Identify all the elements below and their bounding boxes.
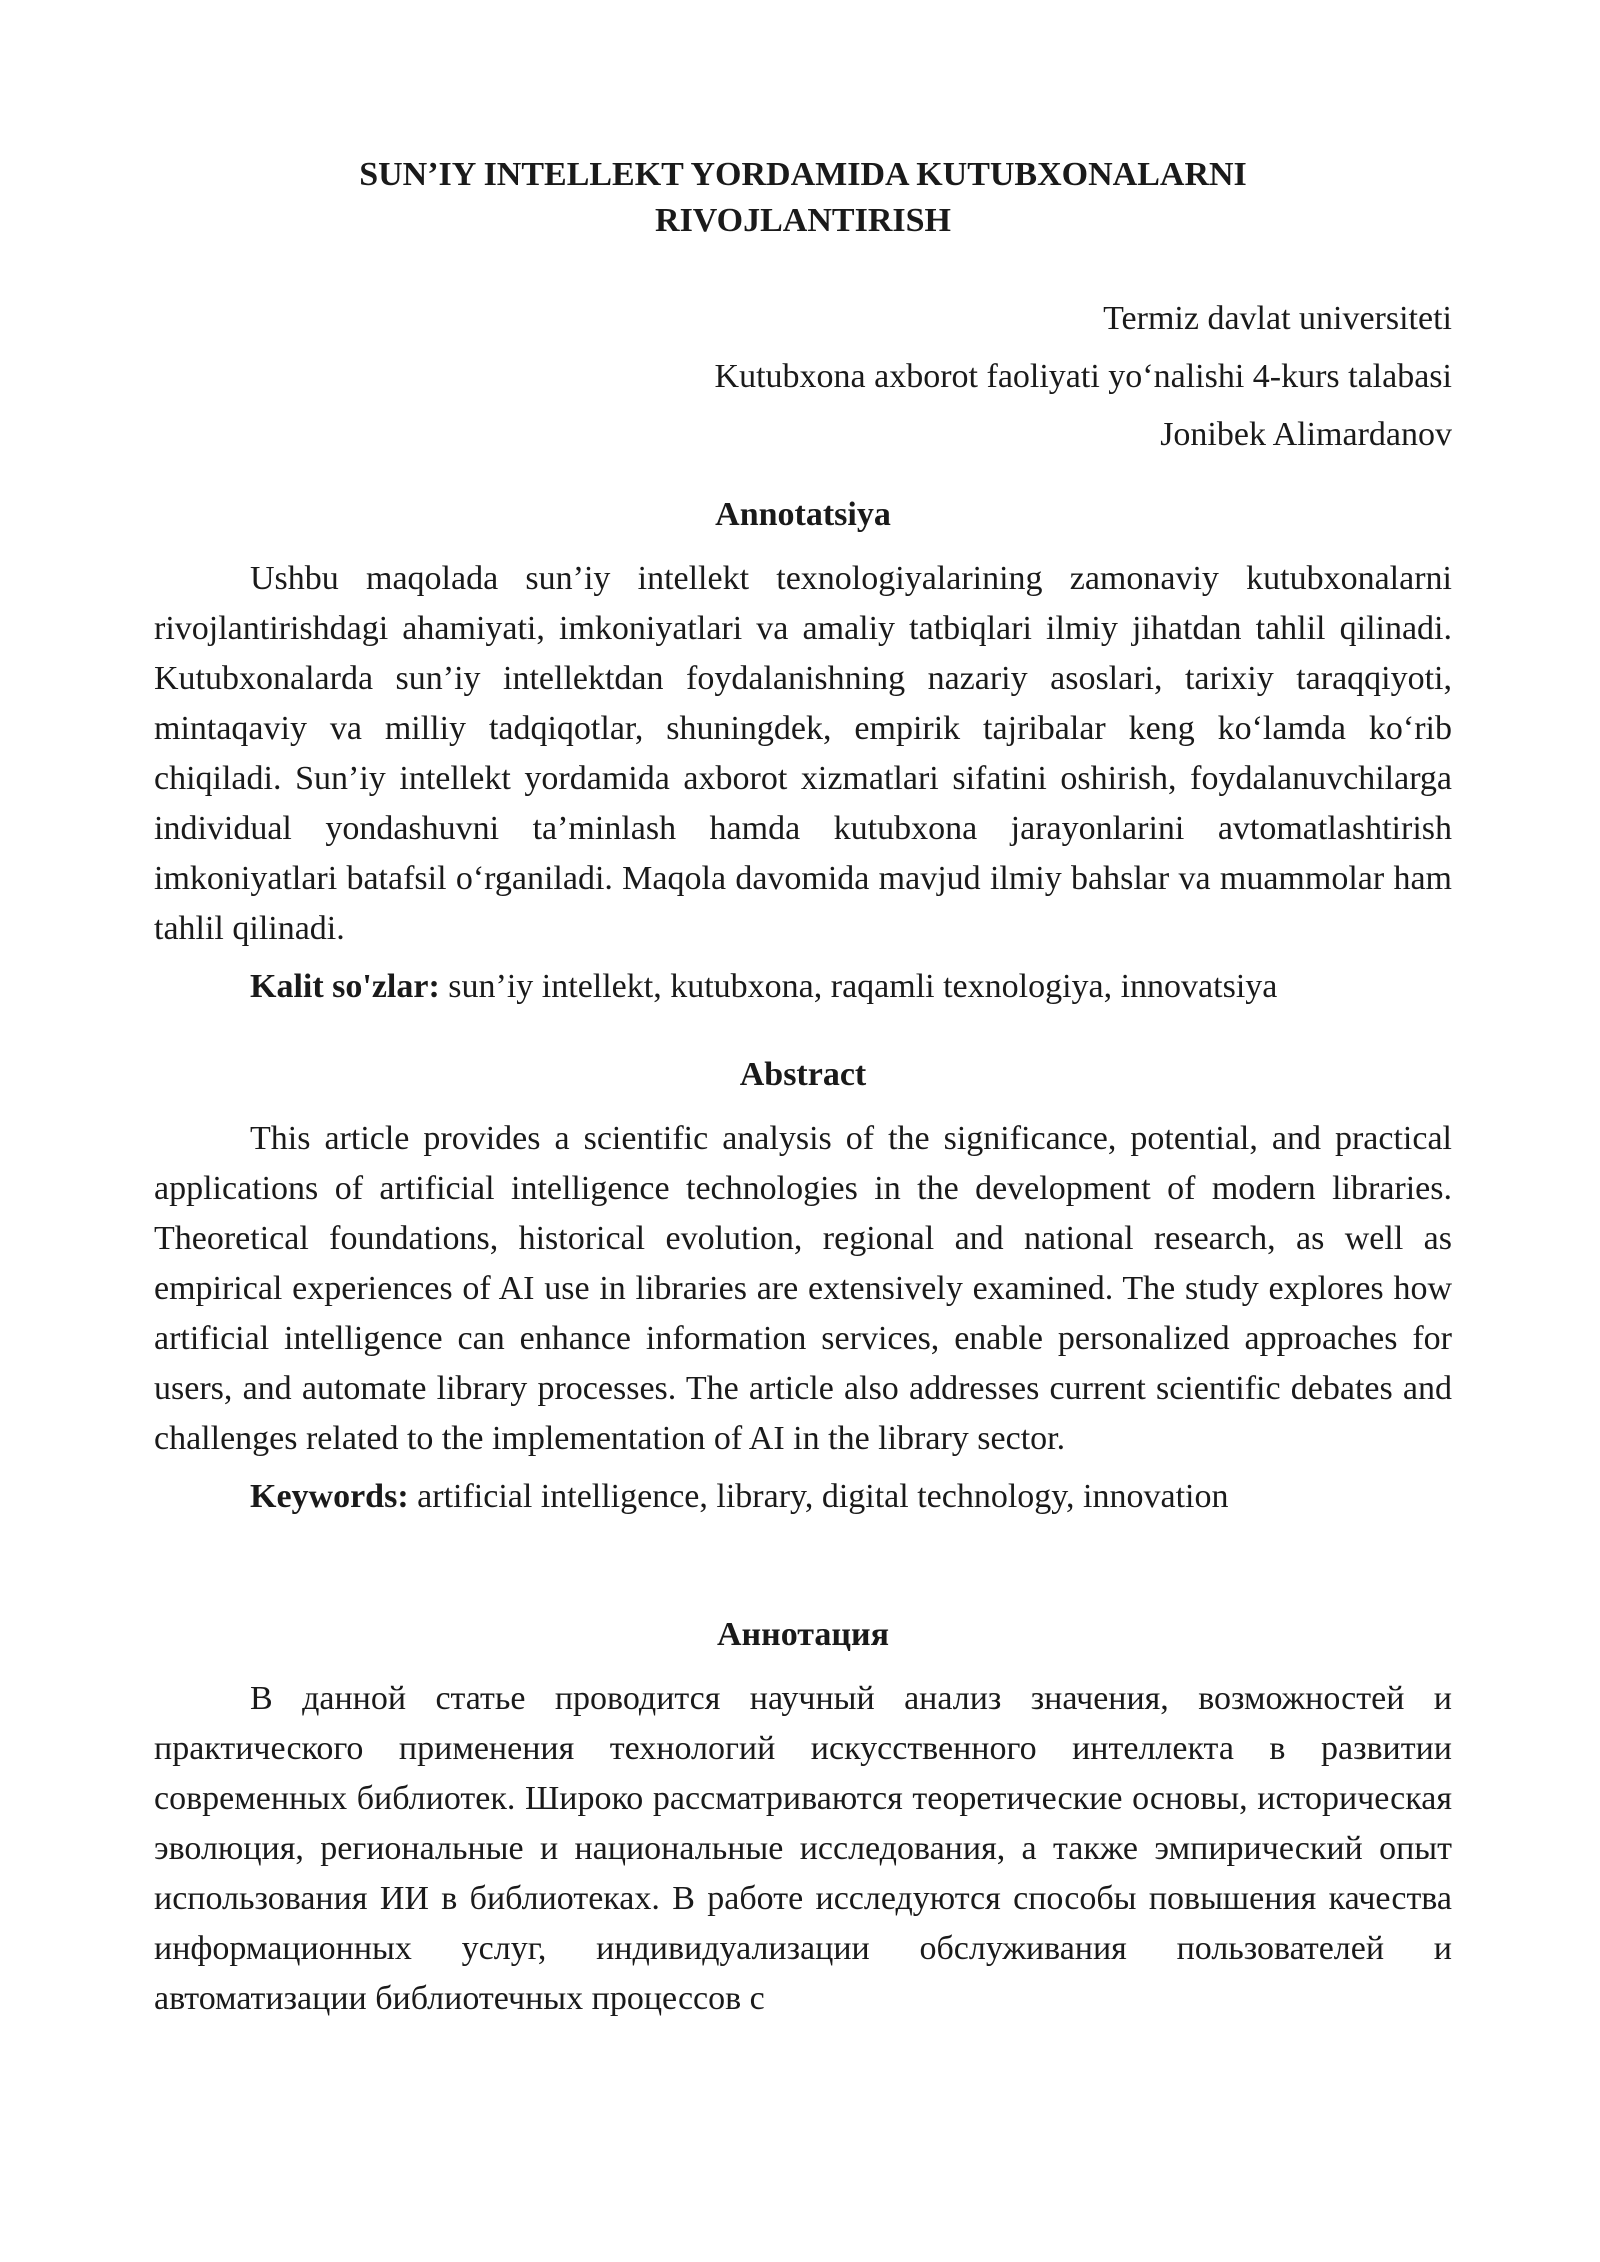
abstract-english xyxy=(154,1050,1452,1522)
keywords-english xyxy=(154,1472,1452,1522)
abstract-english-text: This article provides a scientific analysis of the significance, potential, and practical applications of artificial intelligence technologies in the development of modern libraries. Theoretical foundations, historical evolution, regional and national research, as well as empirical experiences of AI use in libraries are extensively examined. The study explores how artificial intelligence can enhance information services, enable personalized approaches for users, and automate library processes. The article also addresses current scientific debates and challenges related to the implementation of AI in the library sector. xyxy=(154,1120,1452,1457)
annotation-uzbek-text: Ushbu maqolada sun’iy intellekt texnologiyalarining zamonaviy kutubxonalarni rivojlantirishdagi ahamiyati, imkoniyatlari va amaliy tatbiqlari ilmiy jihatdan tahlil qilinadi. Kutubxonalarda sun’iy intellektdan foydalanishning nazariy asoslari, tarixiy taraqqiyoti, mintaqaviy va milliy tadqiqotlar, shuningdek, empirik tajribalar keng ko‘lamda ko‘rib chiqiladi. Sun’iy intellekt yordamida axborot xizmatlari sifatini oshirish, foydalanuvchilarga individual yondashuvni ta’minlash hamda kutubxona jarayonlarini avtomatlashtirish imkoniyatlari batafsil o‘rganiladi. Maqola davomida mavjud ilmiy bahslar va muammolar ham tahlil qilinadi. xyxy=(154,560,1452,947)
author-affiliation xyxy=(154,290,1452,464)
keywords-uzbek-label: Kalit so'zlar: xyxy=(250,968,440,1005)
keywords-uzbek-list: sun’iy intellekt, kutubxona, raqamli texnologiya, innovatsiya xyxy=(439,968,1278,1005)
paper-title-line-2: RIVOJLANTIRISH xyxy=(655,202,951,239)
keywords-uzbek xyxy=(154,962,1452,1012)
paper-title-line-1: SUN’IY INTELLEKT YORDAMIDA KUTUBXONALARNI xyxy=(359,156,1247,193)
keywords-english-list: artificial intelligence, library, digital technology, innovation xyxy=(408,1478,1229,1515)
keywords-english-label: Keywords: xyxy=(250,1478,409,1515)
annotation-uzbek-heading: Annotatsiya xyxy=(715,496,891,533)
annotation-uzbek xyxy=(154,490,1452,1012)
abstract-english-heading: Abstract xyxy=(739,1056,867,1093)
annotation-russian-heading: Аннотация xyxy=(717,1616,889,1653)
university-name: Termiz davlat universiteti xyxy=(1103,300,1452,337)
annotation-russian-text: В данной статье проводится научный анализ значения, возможностей и практического применения технологий искусственного интеллекта в развитии современных библиотек. Широко рассматриваются теоретические основы, историческая эволюция, региональные и национальные исследования, а также эмпирический опыт использования ИИ в библиотеках. В работе исследуются способы повышения качества информационных услуг, индивидуализации обслуживания пользователей и автоматизации библиотечных процессов с xyxy=(154,1680,1452,2017)
annotation-russian xyxy=(154,1610,1452,2024)
program-name: Kutubxona axborot faoliyati yo‘nalishi 4-kurs talabasi xyxy=(714,358,1452,395)
paper-title xyxy=(154,152,1452,244)
author-name: Jonibek Alimardanov xyxy=(1160,416,1452,453)
